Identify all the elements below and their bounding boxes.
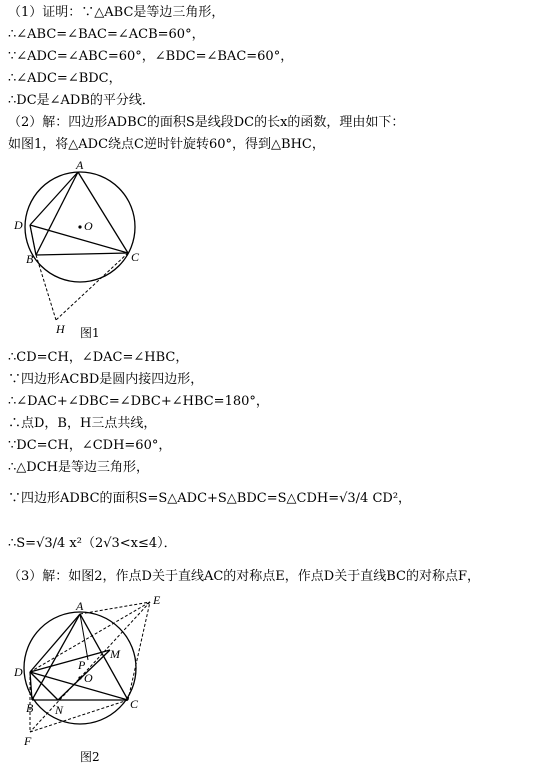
text-line-3: ∵∠ADC=∠ABC=60°，∠BDC=∠BAC=60°，	[8, 49, 294, 64]
fig2-label-B: B	[26, 701, 34, 715]
fig2-label-P: P	[78, 658, 86, 672]
text-line-10: ∴∠DAC+∠DBC=∠DBC+∠HBC=180°，	[8, 394, 269, 409]
fig2-label-C: C	[130, 697, 139, 711]
text-line-13: ∴△DCH是等边三角形，	[8, 460, 149, 475]
text-line-2: ∴∠ABC=∠BAC=∠ACB=60°，	[8, 27, 205, 42]
fig2-label-D: D	[14, 665, 23, 679]
fig1-label-A: A	[76, 158, 84, 172]
text-line-15: ∴S=√3/4 x²（2√3<x≤4）．	[8, 536, 177, 551]
text-line-14: ∵四边形ADBC的面积S=S△ADC+S△BDC=S△CDH=√3/4 CD²，	[8, 491, 412, 506]
fig1-label-O: O	[84, 219, 93, 233]
fig2-label-M: M	[110, 647, 120, 661]
fig2-label-A: A	[76, 599, 84, 613]
text-line-1: （1）证明：∵△ABC是等边三角形，	[8, 5, 225, 20]
figure-1	[10, 155, 140, 345]
fig2-label-N: N	[55, 703, 64, 717]
fig2-label-F: F	[24, 734, 32, 748]
fig1-label-D: D	[14, 218, 23, 232]
text-line-12: ∵DC=CH，∠CDH=60°，	[8, 438, 172, 453]
text-line-6: （2）解：四边形ADBC的面积S是线段DC的长x的函数，理由如下：	[8, 115, 405, 130]
text-line-4: ∴∠ADC=∠BDC，	[8, 71, 122, 86]
fig2-label-O: O	[84, 671, 93, 685]
figure-1-caption: 图1	[80, 326, 100, 340]
text-line-5: ∴DC是∠ADB的平分线．	[8, 93, 155, 108]
text-line-16: （3）解：如图2，作点D关于直线AC的对称点E，作点D关于直线BC的对称点F，	[8, 569, 480, 584]
text-line-8: ∴CD=CH，∠DAC=∠HBC，	[8, 350, 189, 365]
fig1-label-C: C	[131, 250, 140, 264]
text-line-11: ∴点D，B，H三点共线，	[8, 416, 157, 431]
text-line-7: 如图1，将△ADC绕点C逆时针旋转60°，得到△BHC，	[8, 137, 325, 152]
figure-2	[10, 590, 180, 750]
figure-2-caption: 图2	[80, 750, 100, 764]
fig1-label-H: H	[56, 322, 65, 336]
fig2-label-E: E	[153, 593, 161, 607]
text-line-9: ∵四边形ACBD是圆内接四边形，	[8, 372, 204, 387]
fig1-label-B: B	[26, 252, 34, 266]
